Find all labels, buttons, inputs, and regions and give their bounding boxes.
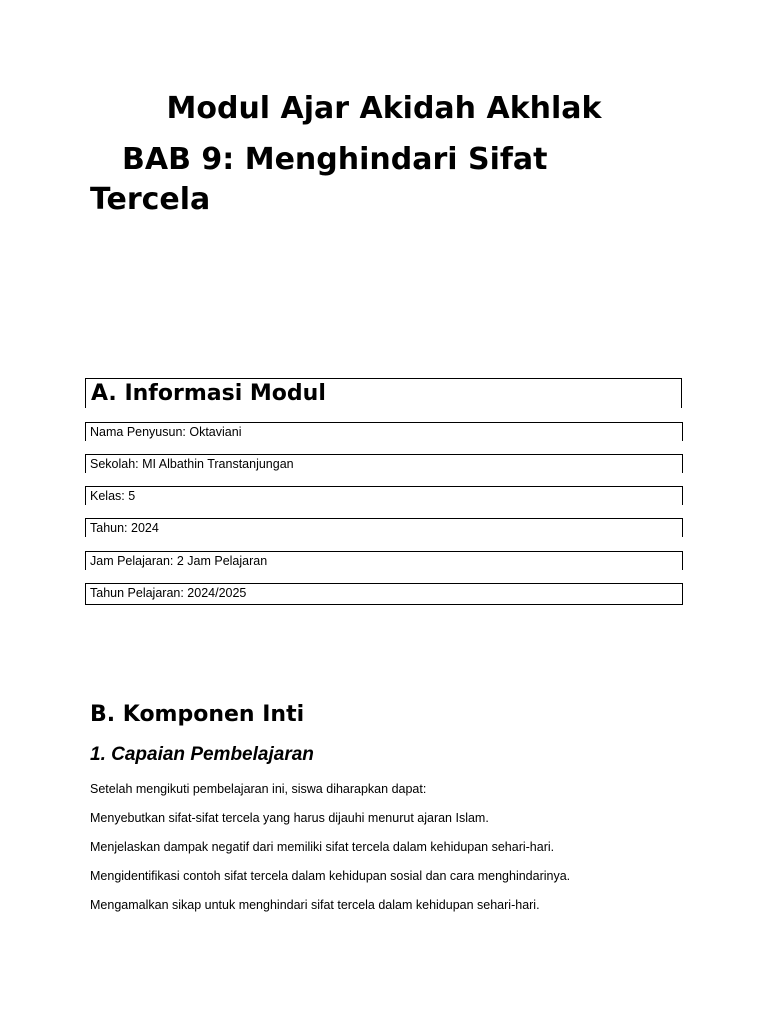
- intro-paragraph: Setelah mengikuti pembelajaran ini, siswa diharapkan dapat:: [90, 782, 427, 796]
- info-row-year: Tahun: 2024: [85, 518, 683, 537]
- learning-outcomes-heading: 1. Capaian Pembelajaran: [90, 744, 314, 765]
- info-row-school: Sekolah: MI Albathin Transtanjungan: [85, 454, 683, 473]
- info-row-academic-year: Tahun Pelajaran: 2024/2025: [85, 583, 683, 605]
- chapter-title: BAB 9: Menghindari Sifat Tercela: [90, 142, 548, 217]
- info-row-class: Kelas: 5: [85, 486, 683, 505]
- section-a-heading: A. Informasi Modul: [85, 378, 682, 408]
- outcome-paragraph: Menyebutkan sifat-sifat tercela yang harus dijauhi menurut ajaran Islam.: [90, 811, 489, 825]
- section-b-heading: B. Komponen Inti: [90, 702, 305, 727]
- outcome-paragraph: Mengidentifikasi contoh sifat tercela dalam kehidupan sosial dan cara menghindarinya.: [90, 869, 571, 883]
- info-row-author: Nama Penyusun: Oktaviani: [85, 422, 683, 441]
- outcome-paragraph: Menjelaskan dampak negatif dari memiliki sifat tercela dalam kehidupan sehari-hari.: [90, 840, 555, 854]
- info-row-lesson-hours: Jam Pelajaran: 2 Jam Pelajaran: [85, 551, 683, 570]
- document-title: Modul Ajar Akidah Akhlak: [166, 91, 602, 126]
- outcome-paragraph: Mengamalkan sikap untuk menghindari sifat tercela dalam kehidupan sehari-hari.: [90, 898, 540, 912]
